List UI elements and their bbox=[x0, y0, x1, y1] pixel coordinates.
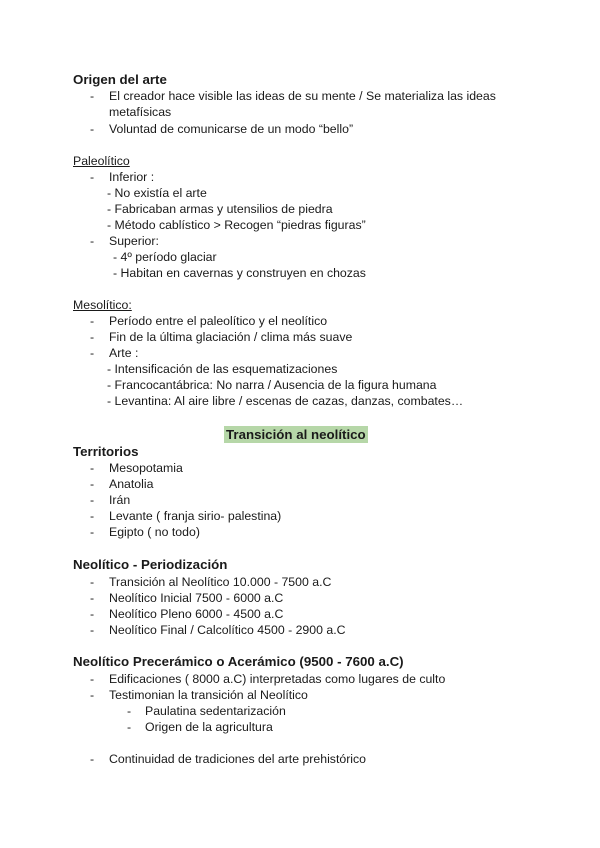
list-item-arte: Arte : bbox=[109, 346, 139, 360]
bullet-dash: - bbox=[90, 477, 95, 491]
list-item: El creador hace visible las ideas de su mente / Se materializa las ideas bbox=[109, 89, 496, 103]
highlighted-section-title: Transición al neolítico bbox=[226, 427, 366, 442]
bullet-dash: - bbox=[90, 688, 95, 702]
bullet-dash: - bbox=[90, 672, 95, 686]
list-item: Fin de la última glaciación / clima más suave bbox=[109, 330, 353, 344]
list-item: Anatolia bbox=[109, 477, 154, 491]
bullet-dash: - bbox=[90, 752, 95, 766]
bullet-dash: - bbox=[90, 170, 95, 184]
bullet-dash: - bbox=[90, 509, 95, 523]
list-item: Testimonian la transición al Neolítico bbox=[109, 688, 308, 702]
heading-paleolitico: Paleolítico bbox=[73, 154, 130, 168]
list-item: Neolítico Pleno 6000 - 4500 a.C bbox=[109, 607, 284, 621]
list-item: Edificaciones ( 8000 a.C) interpretadas como lugares de culto bbox=[109, 672, 446, 686]
heading-neolitico-periodizacion: Neolítico - Periodización bbox=[73, 557, 228, 572]
list-item: Levante ( franja sirio- palestina) bbox=[109, 509, 282, 523]
list-item: Neolítico Inicial 7500 - 6000 a.C bbox=[109, 591, 284, 605]
bullet-dash: - bbox=[90, 461, 95, 475]
heading-mesolitico: Mesolítico: bbox=[73, 298, 132, 312]
heading-origen-del-arte: Origen del arte bbox=[73, 72, 167, 87]
bullet-dash: - bbox=[90, 607, 95, 621]
sub-item: - 4º período glaciar bbox=[113, 250, 217, 264]
list-item: Transición al Neolítico 10.000 - 7500 a.C bbox=[109, 575, 332, 589]
bullet-dash: - bbox=[90, 525, 95, 539]
bullet-dash: - bbox=[90, 89, 95, 103]
heading-territorios: Territorios bbox=[73, 444, 139, 459]
list-item: Irán bbox=[109, 493, 131, 507]
bullet-dash: - bbox=[90, 346, 95, 360]
list-item: Egipto ( no todo) bbox=[109, 525, 200, 539]
list-item-continuation: metafísicas bbox=[109, 105, 172, 119]
sub-item: - No existía el arte bbox=[107, 186, 207, 200]
bullet-dash: - bbox=[90, 234, 95, 248]
sub-item: - Habitan en cavernas y construyen en chozas bbox=[113, 266, 366, 280]
bullet-dash: - bbox=[127, 704, 132, 718]
list-item: Neolítico Final / Calcolítico 4500 - 2900 a.C bbox=[109, 623, 346, 637]
bullet-dash: - bbox=[90, 493, 95, 507]
sub-item: - Francocantábrica: No narra / Ausencia de la figura humana bbox=[107, 378, 437, 392]
sub-item: - Método cablístico > Recogen “piedras figuras” bbox=[107, 218, 366, 232]
list-item: Período entre el paleolítico y el neolítico bbox=[109, 314, 328, 328]
list-item: Mesopotamia bbox=[109, 461, 183, 475]
bullet-dash: - bbox=[90, 330, 95, 344]
list-item-inferior: Inferior : bbox=[109, 170, 155, 184]
bullet-dash: - bbox=[90, 623, 95, 637]
bullet-dash: - bbox=[90, 575, 95, 589]
list-item: Continuidad de tradiciones del arte prehistórico bbox=[109, 752, 367, 766]
bullet-dash: - bbox=[127, 720, 132, 734]
bullet-dash: - bbox=[90, 122, 95, 136]
heading-neolitico-preceramico: Neolítico Precerámico o Acerámico (9500 - 7600 a.C) bbox=[73, 654, 404, 669]
sub-item: - Levantina: Al aire libre / escenas de cazas, danzas, combates… bbox=[107, 394, 464, 408]
bullet-dash: - bbox=[90, 314, 95, 328]
list-item: Voluntad de comunicarse de un modo “bello” bbox=[109, 122, 354, 136]
bullet-dash: - bbox=[90, 591, 95, 605]
sub-item: - Intensificación de las esquematizaciones bbox=[107, 362, 338, 376]
sub-item: Paulatina sedentarización bbox=[145, 704, 286, 718]
sub-item: Origen de la agricultura bbox=[145, 720, 273, 734]
sub-item: - Fabricaban armas y utensilios de piedra bbox=[107, 202, 333, 216]
list-item-superior: Superior: bbox=[109, 234, 159, 248]
